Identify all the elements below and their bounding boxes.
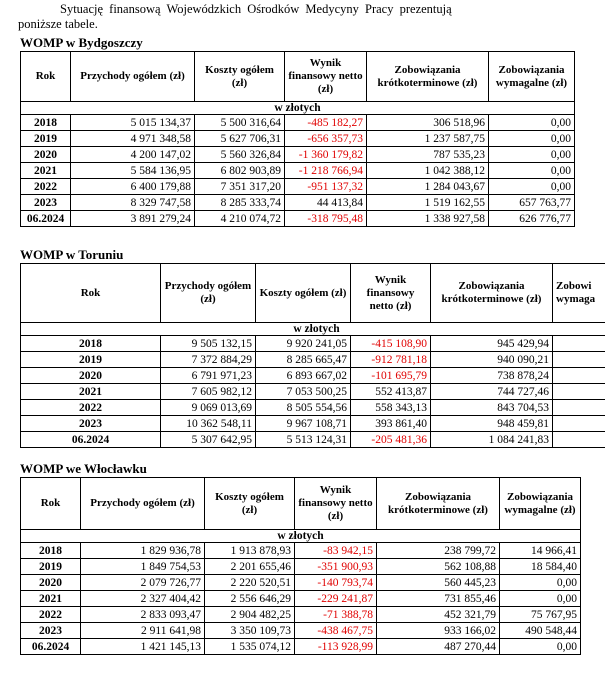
cell-rok: 2020 bbox=[21, 147, 71, 163]
header-koszty: Koszty ogółem (zł) bbox=[205, 478, 295, 530]
intro-line-2: poniższe tabele. bbox=[18, 17, 98, 31]
cell-zob-krotko: 948 459,81 bbox=[431, 416, 553, 432]
header-koszty: Koszty ogółem (zł) bbox=[256, 264, 351, 323]
header-zob-wymag: Zobowiązania wymagalne (zł) bbox=[489, 52, 575, 102]
cell-wynik: -113 928,99 bbox=[295, 639, 377, 655]
cell-koszty: 8 285 665,47 bbox=[256, 352, 351, 368]
cell-wynik: -318 795,48 bbox=[285, 211, 367, 227]
table-row bbox=[21, 179, 575, 195]
cell-wynik: -438 467,75 bbox=[295, 623, 377, 639]
header-zob-krotko: Zobowiązania krótkoterminowe (zł) bbox=[431, 264, 553, 323]
unit-label: w złotych bbox=[21, 530, 581, 543]
cell-wynik: -351 900,93 bbox=[295, 559, 377, 575]
cell-rok: 2022 bbox=[21, 179, 71, 195]
table-row bbox=[21, 416, 605, 432]
cell-koszty: 4 210 074,72 bbox=[195, 211, 285, 227]
cell-zob-krotko: 238 799,72 bbox=[377, 543, 500, 559]
cell-koszty: 2 220 520,51 bbox=[205, 575, 295, 591]
cell-przychody: 7 605 982,12 bbox=[161, 384, 256, 400]
cell-przychody: 4 971 348,58 bbox=[71, 131, 195, 147]
cell-przychody: 3 891 279,24 bbox=[71, 211, 195, 227]
unit-label: w złotych bbox=[21, 102, 575, 115]
cell-koszty: 2 904 482,25 bbox=[205, 607, 295, 623]
cell-przychody: 1 829 936,78 bbox=[81, 543, 205, 559]
header-zob-krotko: Zobowiązania krótkoterminowe (zł) bbox=[367, 52, 489, 102]
cell-koszty: 8 285 333,74 bbox=[195, 195, 285, 211]
table-row bbox=[21, 591, 581, 607]
cell-zob-krotko: 306 518,96 bbox=[367, 115, 489, 131]
cell-zob-wymag: 0,00 bbox=[489, 163, 575, 179]
cell-rok: 2021 bbox=[21, 384, 161, 400]
cell-wynik: -1 218 766,94 bbox=[285, 163, 367, 179]
table-row bbox=[21, 195, 575, 211]
cell-przychody: 5 015 134,37 bbox=[71, 115, 195, 131]
cell-koszty: 1 913 878,93 bbox=[205, 543, 295, 559]
cell-przychody: 9 069 013,69 bbox=[161, 400, 256, 416]
cell-przychody: 2 327 404,42 bbox=[81, 591, 205, 607]
section-title-torun: WOMP w Toruniu bbox=[20, 247, 124, 262]
cell-zob-krotko: 787 535,23 bbox=[367, 147, 489, 163]
cell-wynik: -229 241,87 bbox=[295, 591, 377, 607]
cell-koszty: 6 893 667,02 bbox=[256, 368, 351, 384]
table-row bbox=[21, 559, 581, 575]
cell-wynik: 558 343,13 bbox=[351, 400, 431, 416]
cell-wynik: -71 388,78 bbox=[295, 607, 377, 623]
cell-rok: 2018 bbox=[21, 336, 161, 352]
cell-zob-krotko: 1 237 587,75 bbox=[367, 131, 489, 147]
cell-wynik: -205 481,36 bbox=[351, 432, 431, 448]
cell-zob-wymag: 0,00 bbox=[489, 131, 575, 147]
cell-przychody: 2 079 726,77 bbox=[81, 575, 205, 591]
cell-zob-wymag: 0,00 bbox=[489, 115, 575, 131]
cell-zob-wymag: 0,00 bbox=[489, 179, 575, 195]
table-row bbox=[21, 115, 575, 131]
intro-paragraph bbox=[18, 2, 598, 32]
cell-zob-wymag bbox=[553, 432, 605, 448]
cell-zob-wymag: 0,00 bbox=[489, 147, 575, 163]
cell-rok: 2023 bbox=[21, 195, 71, 211]
cell-zob-krotko: 744 727,46 bbox=[431, 384, 553, 400]
table-row bbox=[21, 639, 581, 655]
cell-zob-krotko: 1 284 043,67 bbox=[367, 179, 489, 195]
cell-przychody: 8 329 747,58 bbox=[71, 195, 195, 211]
cell-zob-wymag bbox=[553, 416, 605, 432]
header-przychody: Przychody ogółem (zł) bbox=[71, 52, 195, 102]
cell-zob-wymag: 0,00 bbox=[500, 591, 581, 607]
cell-rok: 2019 bbox=[21, 131, 71, 147]
cell-zob-krotko: 1 084 241,83 bbox=[431, 432, 553, 448]
cell-zob-krotko: 843 704,53 bbox=[431, 400, 553, 416]
cell-koszty: 9 920 241,05 bbox=[256, 336, 351, 352]
table-bydgoszcz bbox=[20, 51, 575, 227]
cell-rok: 2022 bbox=[21, 607, 81, 623]
cell-koszty: 7 351 317,20 bbox=[195, 179, 285, 195]
cell-rok: 2023 bbox=[21, 416, 161, 432]
cell-przychody: 7 372 884,29 bbox=[161, 352, 256, 368]
cell-rok: 2022 bbox=[21, 400, 161, 416]
header-przychody: Przychody ogółem (zł) bbox=[161, 264, 256, 323]
cell-zob-wymag: 0,00 bbox=[500, 639, 581, 655]
table-row bbox=[21, 623, 581, 639]
table-row bbox=[21, 607, 581, 623]
header-zob-krotko: Zobowiązania krótkoterminowe (zł) bbox=[377, 478, 500, 530]
header-rok: Rok bbox=[21, 264, 161, 323]
cell-zob-wymag: 18 584,40 bbox=[500, 559, 581, 575]
header-koszty: Koszty ogółem (zł) bbox=[195, 52, 285, 102]
cell-zob-krotko: 1 519 162,55 bbox=[367, 195, 489, 211]
cell-wynik: 44 413,84 bbox=[285, 195, 367, 211]
intro-line-1: Sytuację finansową Wojewódzkich Ośrodków Medycyny Pracy prezentują bbox=[60, 2, 452, 16]
table-row bbox=[21, 163, 575, 179]
table-row bbox=[21, 336, 605, 352]
cell-zob-krotko: 487 270,44 bbox=[377, 639, 500, 655]
cell-wynik: 552 413,87 bbox=[351, 384, 431, 400]
cell-przychody: 1 421 145,13 bbox=[81, 639, 205, 655]
cell-zob-krotko: 560 445,23 bbox=[377, 575, 500, 591]
cell-koszty: 8 505 554,56 bbox=[256, 400, 351, 416]
cell-rok: 06.2024 bbox=[21, 639, 81, 655]
cell-zob-krotko: 738 878,24 bbox=[431, 368, 553, 384]
cell-przychody: 9 505 132,15 bbox=[161, 336, 256, 352]
cell-przychody: 5 307 642,95 bbox=[161, 432, 256, 448]
cell-koszty: 2 556 646,29 bbox=[205, 591, 295, 607]
table-row bbox=[21, 147, 575, 163]
cell-przychody: 4 200 147,02 bbox=[71, 147, 195, 163]
cell-wynik: -140 793,74 bbox=[295, 575, 377, 591]
cell-rok: 2021 bbox=[21, 591, 81, 607]
cell-zob-krotko: 731 855,46 bbox=[377, 591, 500, 607]
cell-zob-wymag: 657 763,77 bbox=[489, 195, 575, 211]
cell-przychody: 6 791 971,23 bbox=[161, 368, 256, 384]
cell-zob-wymag bbox=[553, 384, 605, 400]
cell-koszty: 5 627 706,31 bbox=[195, 131, 285, 147]
table-wloclawek bbox=[20, 477, 581, 655]
table-row bbox=[21, 352, 605, 368]
cell-koszty: 9 967 108,71 bbox=[256, 416, 351, 432]
cell-rok: 06.2024 bbox=[21, 211, 71, 227]
cell-wynik: -912 781,18 bbox=[351, 352, 431, 368]
table-torun bbox=[20, 263, 605, 448]
cell-zob-krotko: 1 042 388,12 bbox=[367, 163, 489, 179]
cell-przychody: 2 833 093,47 bbox=[81, 607, 205, 623]
table-row bbox=[21, 400, 605, 416]
table-row bbox=[21, 575, 581, 591]
cell-koszty: 5 513 124,31 bbox=[256, 432, 351, 448]
cell-przychody: 10 362 548,11 bbox=[161, 416, 256, 432]
cell-zob-wymag bbox=[553, 336, 605, 352]
cell-zob-wymag: 626 776,77 bbox=[489, 211, 575, 227]
cell-zob-krotko: 562 108,88 bbox=[377, 559, 500, 575]
cell-koszty: 5 560 326,84 bbox=[195, 147, 285, 163]
table-row bbox=[21, 368, 605, 384]
cell-zob-wymag bbox=[553, 368, 605, 384]
cell-rok: 2019 bbox=[21, 559, 81, 575]
cell-zob-krotko: 940 090,21 bbox=[431, 352, 553, 368]
cell-wynik: 393 861,40 bbox=[351, 416, 431, 432]
table-row bbox=[21, 384, 605, 400]
table-row bbox=[21, 543, 581, 559]
cell-przychody: 1 849 754,53 bbox=[81, 559, 205, 575]
cell-przychody: 6 400 179,88 bbox=[71, 179, 195, 195]
cell-wynik: -101 695,79 bbox=[351, 368, 431, 384]
header-wynik: Wynik finansowy netto (zł) bbox=[351, 264, 431, 323]
cell-koszty: 7 053 500,25 bbox=[256, 384, 351, 400]
cell-przychody: 2 911 641,98 bbox=[81, 623, 205, 639]
cell-wynik: -1 360 179,82 bbox=[285, 147, 367, 163]
table-row bbox=[21, 131, 575, 147]
section-title-wloclawek: WOMP we Włocławku bbox=[20, 461, 147, 476]
section-title-bydgoszcz: WOMP w Bydgoszczy bbox=[20, 35, 143, 50]
cell-wynik: -485 182,27 bbox=[285, 115, 367, 131]
cell-zob-krotko: 452 321,79 bbox=[377, 607, 500, 623]
cell-zob-wymag bbox=[553, 400, 605, 416]
table-row bbox=[21, 432, 605, 448]
header-rok: Rok bbox=[21, 478, 81, 530]
cell-koszty: 6 802 903,89 bbox=[195, 163, 285, 179]
header-zob-wymag: Zobowiązania wymagalne (zł) bbox=[500, 478, 581, 530]
cell-zob-krotko: 1 338 927,58 bbox=[367, 211, 489, 227]
header-wynik: Wynik finansowy netto (zł) bbox=[295, 478, 377, 530]
cell-zob-krotko: 933 166,02 bbox=[377, 623, 500, 639]
cell-wynik: -656 357,73 bbox=[285, 131, 367, 147]
cell-wynik: -951 137,32 bbox=[285, 179, 367, 195]
cell-przychody: 5 584 136,95 bbox=[71, 163, 195, 179]
unit-label: w złotych bbox=[21, 323, 605, 336]
cell-rok: 2018 bbox=[21, 543, 81, 559]
cell-koszty: 5 500 316,64 bbox=[195, 115, 285, 131]
header-przychody: Przychody ogółem (zł) bbox=[81, 478, 205, 530]
cell-zob-wymag: 490 548,44 bbox=[500, 623, 581, 639]
header-rok: Rok bbox=[21, 52, 71, 102]
cell-koszty: 2 201 655,46 bbox=[205, 559, 295, 575]
cell-wynik: -83 942,15 bbox=[295, 543, 377, 559]
cell-rok: 2018 bbox=[21, 115, 71, 131]
cell-wynik: -415 108,90 bbox=[351, 336, 431, 352]
cell-koszty: 1 535 074,12 bbox=[205, 639, 295, 655]
cell-zob-wymag bbox=[553, 352, 605, 368]
cell-koszty: 3 350 109,73 bbox=[205, 623, 295, 639]
cell-zob-wymag: 75 767,95 bbox=[500, 607, 581, 623]
cell-rok: 2020 bbox=[21, 368, 161, 384]
cell-rok: 2021 bbox=[21, 163, 71, 179]
cell-zob-wymag: 0,00 bbox=[500, 575, 581, 591]
header-wynik: Wynik finansowy netto (zł) bbox=[285, 52, 367, 102]
header-zob-wymag-cut: Zobowi wymaga bbox=[553, 264, 605, 323]
cell-rok: 06.2024 bbox=[21, 432, 161, 448]
cell-rok: 2019 bbox=[21, 352, 161, 368]
table-row bbox=[21, 211, 575, 227]
cell-zob-wymag: 14 966,41 bbox=[500, 543, 581, 559]
cell-rok: 2023 bbox=[21, 623, 81, 639]
cell-zob-krotko: 945 429,94 bbox=[431, 336, 553, 352]
cell-rok: 2020 bbox=[21, 575, 81, 591]
